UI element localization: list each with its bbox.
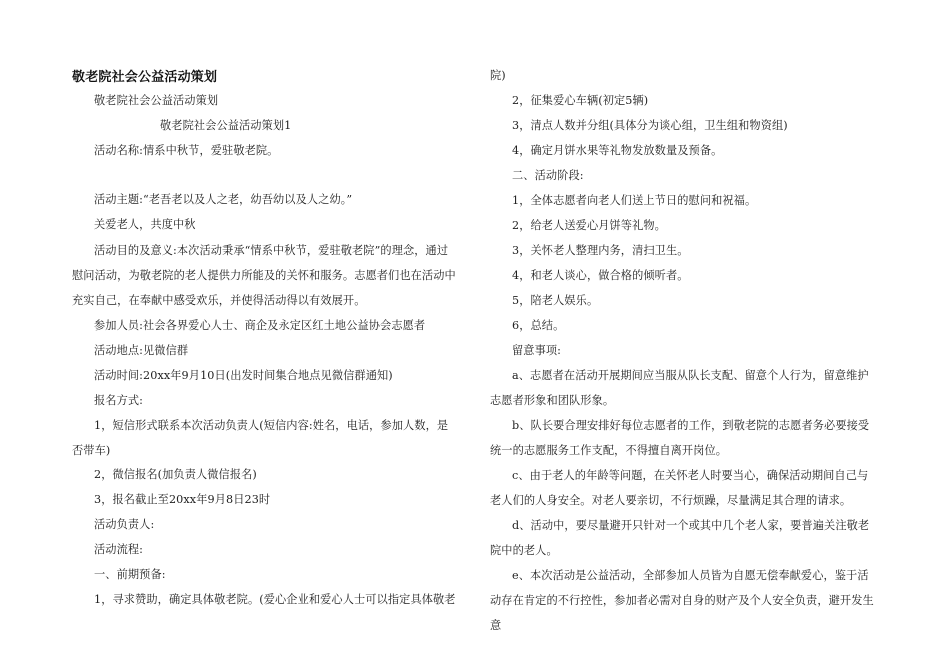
paragraph: 3，报名截止至20xx年9月8日23时 (94, 493, 271, 506)
paragraph: e、本次活动是公益活动，全部参加人员皆为自愿无偿奉献爱心，鉴于活动存在肯定的不行控性，参加者必需对自身的财产及个人安全负责，避开发生意 (490, 569, 874, 632)
paragraph: 2，给老人送爱心月饼等礼物。 (512, 219, 666, 232)
document-title: 敬老院社会公益活动策划 (72, 70, 218, 85)
paragraph: 留意事项: (512, 344, 562, 357)
paragraph: b、队长要合理安排好每位志愿者的工作，到敬老院的志愿者务必要接受统一的志愿服务工作支配，不得擅自离开岗位。 (490, 419, 870, 457)
paragraph: 敬老院社会公益活动策划 (94, 94, 219, 107)
paragraph: 活动时间:20xx年9月10日(出发时间集合地点见微信群通知) (94, 369, 393, 382)
paragraph: 2，微信报名(加负责人微信报名) (94, 468, 257, 481)
paragraph: 活动名称:情系中秋节，爱驻敬老院。 (94, 144, 279, 157)
paragraph: 活动负责人: (94, 518, 155, 531)
paragraph: 5，陪老人娱乐。 (512, 294, 599, 307)
paragraph: a、志愿者在活动开展期间应当服从队长支配、留意个人行为，留意维护志愿者形象和团队形象。 (490, 369, 869, 407)
paragraph: 1，寻求赞助，确定具体敬老院。(爱心企业和爱心人士可以指定具体敬老 (94, 593, 456, 606)
paragraph: 3，关怀老人整理内务，清扫卫生。 (512, 244, 689, 257)
paragraph: 4，确定月饼水果等礼物发放数量及预备。 (512, 144, 723, 157)
paragraph: 关爱老人，共度中秋 (94, 218, 196, 231)
paragraph: c、由于老人的年龄等问题，在关怀老人时要当心，确保活动期间自己与老人们的人身安全。对老人要亲切，不行烦躁，尽量满足其合理的请求。 (490, 469, 869, 507)
paragraph: 1，全体志愿者向老人们送上节日的慰问和祝福。 (512, 194, 757, 207)
paragraph: 1，短信形式联系本次活动负责人(短信内容:姓名，电话，参加人数，是否带车) (72, 419, 449, 457)
paragraph: 6，总结。 (512, 319, 565, 332)
paragraph: 3，清点人数并分组(具体分为谈心组，卫生组和物资组) (512, 119, 788, 132)
paragraph: 一、前期预备: (94, 568, 166, 581)
paragraph: 活动地点:见微信群 (94, 344, 189, 357)
paragraph: 4，和老人谈心，做合格的倾听者。 (512, 269, 689, 282)
paragraph: 活动主题:“老吾老以及人之老，幼吾幼以及人之幼。” (94, 193, 353, 206)
paragraph: 报名方式: (94, 394, 144, 407)
paragraph: 2，征集爱心车辆(初定5辆) (512, 94, 649, 107)
paragraph: 二、活动阶段: (512, 169, 584, 182)
paragraph: 参加人员:社会各界爱心人士、商企及永定区红土地公益协会志愿者 (94, 319, 426, 332)
paragraph: 院) (490, 69, 506, 82)
paragraph: 活动目的及意义:本次活动秉承“情系中秋节，爱驻敬老院”的理念，通过慰问活动，为敬老院的老人提供力所能及的关怀和服务。志愿者们也在活动中充实自己，在奉献中感受欢乐，并使得活动得以有效展开。 (72, 244, 456, 307)
subheading: 敬老院社会公益活动策划1 (160, 119, 292, 132)
paragraph: 活动流程: (94, 543, 144, 556)
paragraph: d、活动中，要尽量避开只针对一个或其中几个老人家，要普遍关注敬老院中的老人。 (490, 519, 870, 557)
